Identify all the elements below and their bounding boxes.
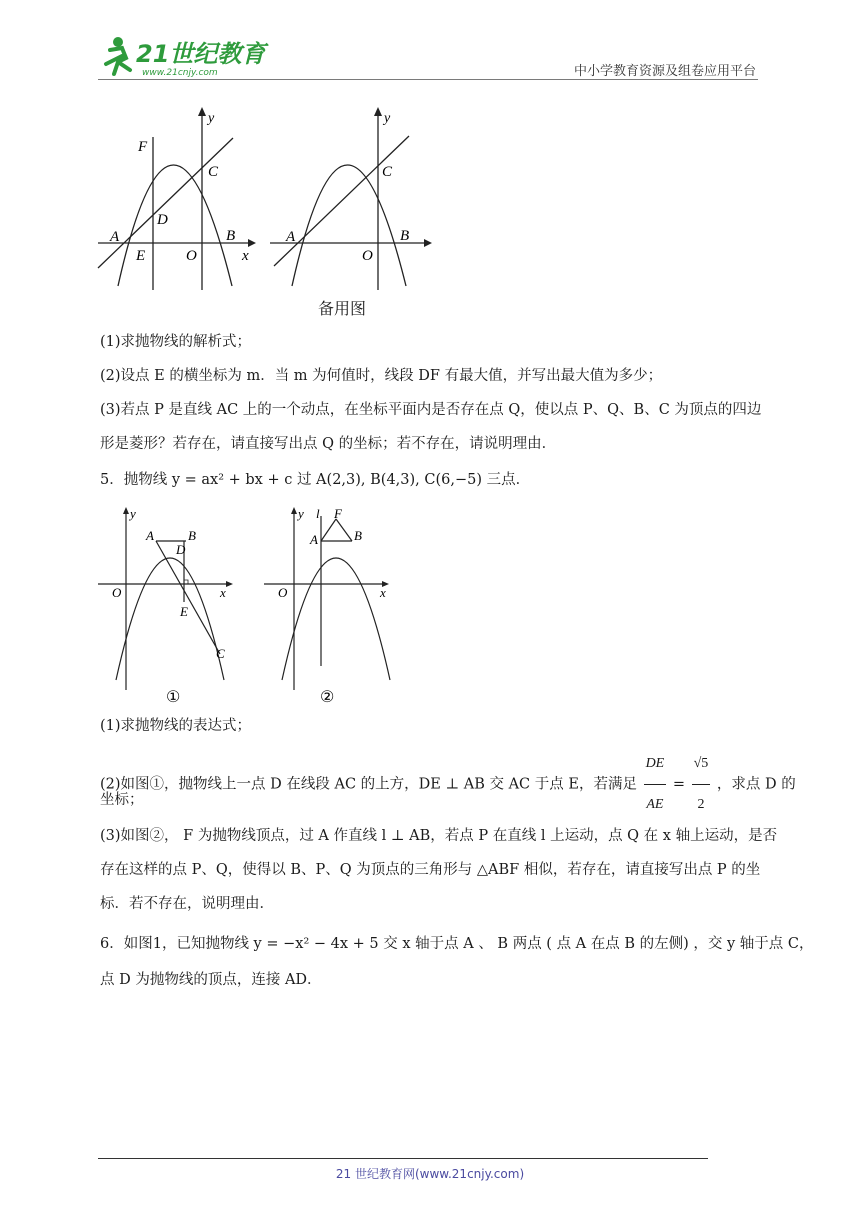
footer-divider bbox=[98, 1158, 708, 1159]
q6-line1: 6．如图1，已知抛物线 y = −x² − 4x + 5 交 x 轴于点 A 、 B 两点 ( 点 A 在点 B 的左侧) ，交 y 轴于点 C， bbox=[100, 936, 814, 952]
fig1-label-e: E bbox=[136, 248, 146, 264]
q5-stem: 5．抛物线 y = ax² + bx + c 过 A(2,3), B(4,3), C(6,−5) 三点． bbox=[100, 472, 531, 488]
figure-3 bbox=[96, 504, 240, 704]
root5-denominator: 2 bbox=[697, 797, 705, 812]
fig3-label-d: D bbox=[176, 542, 186, 557]
fig2-label-b: B bbox=[400, 228, 410, 244]
fig1-label-o: O bbox=[186, 248, 197, 264]
figure-1 bbox=[96, 104, 256, 290]
q5-part2-tail: ，求点 D 的 bbox=[716, 776, 796, 793]
fig4-label-l: l bbox=[316, 506, 320, 521]
logo-url: www.21cnjy.com bbox=[142, 68, 218, 78]
fraction-de-ae bbox=[644, 744, 667, 825]
figure-caption: 备用图 bbox=[318, 299, 367, 318]
fig4-label-a: A bbox=[310, 532, 318, 547]
fig2-label-a: A bbox=[286, 229, 296, 245]
fig4-number: ② bbox=[320, 689, 335, 704]
fig3-label-o: O bbox=[112, 585, 122, 600]
fig2-label-y: y bbox=[384, 111, 391, 126]
fraction-root5-over-2 bbox=[692, 744, 711, 825]
fraction-equals: = bbox=[672, 776, 685, 793]
fig1-label-a: A bbox=[110, 229, 120, 245]
q4-part1: (1)求抛物线的解析式； bbox=[100, 334, 252, 350]
fig3-label-x: x bbox=[220, 585, 226, 600]
fig4-label-x: x bbox=[380, 585, 386, 600]
q6-line2: 点 D 为抛物线的顶点，连接 AD． bbox=[100, 972, 322, 988]
q5-part2-text: (2)如图①，抛物线上一点 D 在线段 AC 的上方，DE ⊥ AB 交 AC 于点 E，若满足 bbox=[100, 776, 637, 793]
q4-part3-line1: (3)若点 P 是直线 AC 上的一个动点，在坐标平面内是否存在点 Q，使以点 P、Q、B、C 为顶点的四边 bbox=[100, 402, 762, 418]
runner-icon bbox=[106, 37, 130, 74]
logo-text: 21世纪教育 bbox=[136, 40, 266, 68]
fig3-number: ① bbox=[166, 689, 181, 704]
fig3-label-b: B bbox=[188, 528, 196, 543]
figure-2 bbox=[270, 104, 435, 290]
root5-numerator: √5 bbox=[692, 744, 711, 785]
fig3-label-c: C bbox=[216, 646, 225, 661]
fig3-label-y: y bbox=[130, 506, 136, 521]
fig2-label-c: C bbox=[382, 164, 393, 180]
platform-name: 中小学教育资源及组卷应用平台 bbox=[573, 64, 756, 79]
fig1-label-b: B bbox=[226, 228, 236, 244]
footer-text[interactable]: 21 世纪教育网(www.21cnjy.com) bbox=[335, 1167, 525, 1181]
fig1-label-c: C bbox=[208, 164, 219, 180]
q4-part3-line2: 形是菱形？若存在，请直接写出点 Q 的坐标；若不存在，请说明理由． bbox=[100, 436, 557, 452]
fig4-label-y: y bbox=[298, 506, 304, 521]
q5-part3-line3: 标．若不存在，说明理由． bbox=[100, 896, 274, 912]
fig1-label-f: F bbox=[138, 139, 148, 155]
figure-4 bbox=[262, 504, 396, 704]
fig2-label-o: O bbox=[362, 248, 373, 264]
fig1-label-d: D bbox=[157, 212, 168, 228]
fig4-label-o: O bbox=[278, 585, 288, 600]
q5-part2-line2: 坐标； bbox=[100, 792, 144, 808]
q5-part2-line1 bbox=[100, 744, 796, 825]
fig1-label-y: y bbox=[208, 111, 215, 126]
fraction-numerator: DE bbox=[644, 744, 667, 785]
q5-part3-line1: (3)如图②， F 为抛物线顶点，过 A 作直线 l ⊥ AB，若点 P 在直线 l 上运动，点 Q 在 x 轴上运动，是否 bbox=[100, 828, 778, 844]
fig3-label-a: A bbox=[146, 528, 154, 543]
logo bbox=[96, 34, 276, 78]
q5-part3-line2: 存在这样的点 P、Q，使得以 B、P、Q 为顶点的三角形与 △ABF 相似，若存在，请直接写出点 P 的坐 bbox=[100, 862, 761, 878]
fig4-label-b: B bbox=[354, 528, 362, 543]
fraction-denominator: AE bbox=[646, 797, 664, 812]
fig3-label-e: E bbox=[180, 604, 188, 619]
q5-part1: (1)求抛物线的表达式； bbox=[100, 718, 252, 734]
header-divider bbox=[98, 79, 758, 80]
q4-part2: (2)设点 E 的横坐标为 m．当 m 为何值时，线段 DF 有最大值，并写出最大值为多少； bbox=[100, 368, 663, 384]
fig1-label-x: x bbox=[242, 248, 249, 264]
fig4-label-f: F bbox=[334, 506, 342, 521]
